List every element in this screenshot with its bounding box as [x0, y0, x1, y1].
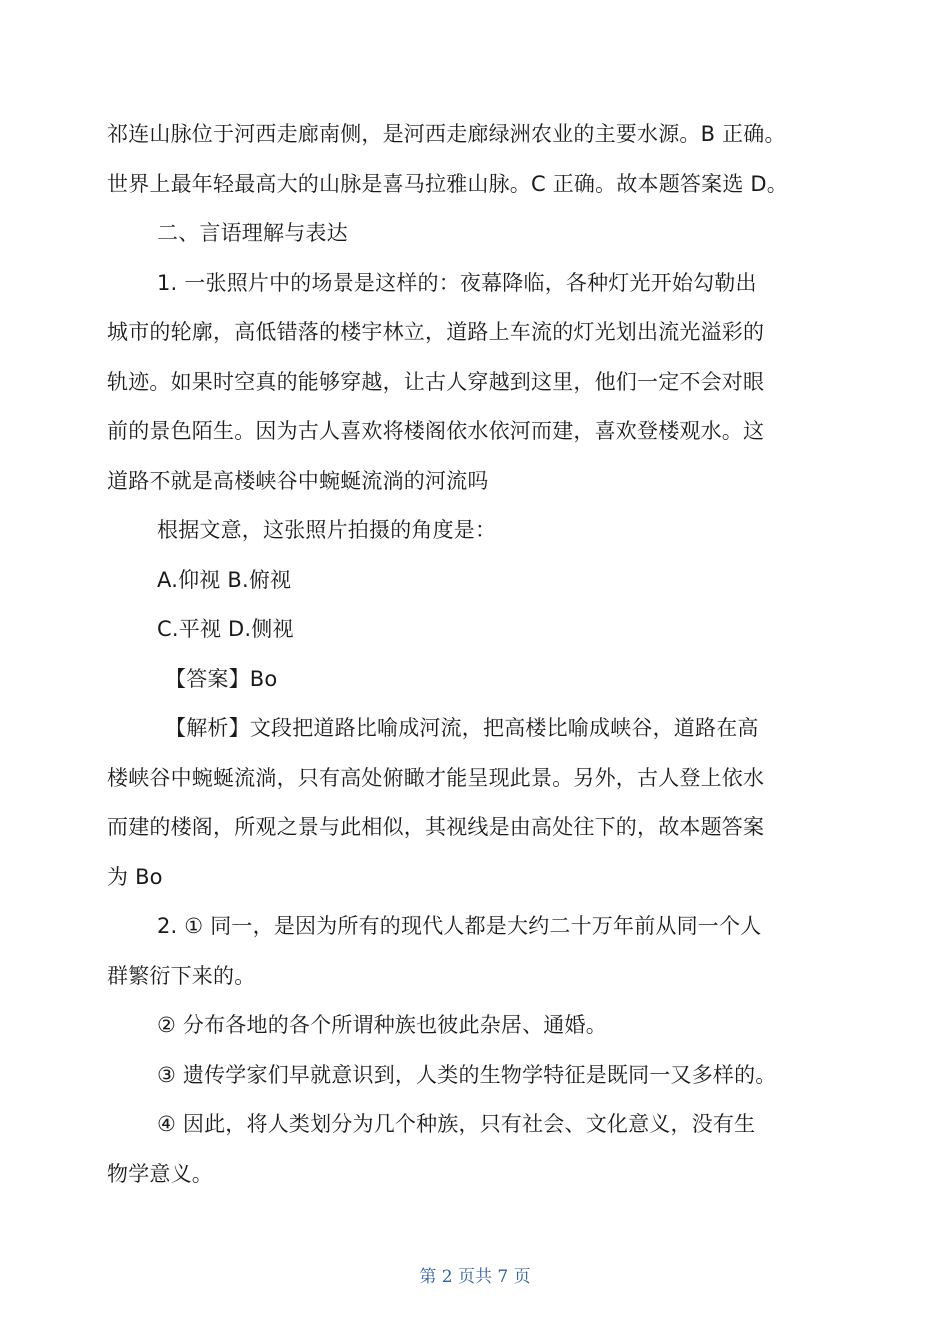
- text-line: 群繁衍下来的。: [107, 963, 256, 988]
- analysis-text: 【解析】文段把道路比喻成河流，把高楼比喻成峡谷，道路在高: [165, 716, 759, 740]
- section-heading: 二、言语理解与表达: [157, 221, 348, 245]
- text-line: 世界上最年轻最高大的山脉是喜马拉雅山脉。C 正确。故本题答案选 D。: [107, 171, 788, 196]
- text-line: 物学意义。: [107, 1161, 213, 1186]
- text-line: 城市的轮廓，高低错落的楼宇林立，道路上车流的灯光划出流光溢彩的: [107, 320, 765, 344]
- option-line: C.平视 D.侧视: [157, 617, 294, 641]
- text-line: 而建的楼阁，所观之景与此相似，其视线是由高处往下的，故本题答案: [107, 815, 765, 839]
- statement-line: ③ 遗传学家们早就意识到，人类的生物学特征是既同一又多样的。: [157, 1062, 777, 1087]
- text-line: 道路不就是高楼峡谷中蜿蜒流淌的河流吗: [107, 468, 489, 493]
- text-line: 为 Bo: [107, 864, 163, 889]
- option-line: A.仰视 B.俯视: [157, 567, 292, 592]
- text-line: 楼峡谷中蜿蜒流淌，只有高处俯瞰才能呈现此景。另外，古人登上依水: [107, 765, 765, 790]
- page-footer: 第 2 页共 7 页: [419, 1267, 531, 1287]
- question-2-text: 2. ① 同一，是因为所有的现代人都是大约二十万年前从同一个人: [157, 914, 762, 938]
- statement-line: ④ 因此，将人类划分为几个种族，只有社会、文化意义，没有生: [157, 1112, 756, 1136]
- statement-line: ② 分布各地的各个所谓种族也彼此杂居、通婚。: [157, 1013, 607, 1037]
- answer-line: 【答案】Bo: [165, 666, 278, 691]
- text-line: 祁连山脉位于河西走廊南侧，是河西走廊绿洲农业的主要水源。B 正确。: [107, 122, 786, 146]
- text-line: 前的景色陌生。因为古人喜欢将楼阁依水依河而建，喜欢登楼观水。这: [107, 419, 765, 443]
- document-body: [107, 110, 847, 1199]
- question-prompt: 根据文意，这张照片拍摄的角度是：: [157, 518, 497, 542]
- text-line: 轨迹。如果时空真的能够穿越，让古人穿越到这里，他们一定不会对眼: [107, 369, 765, 394]
- question-1-text: 1. 一张照片中的场景是这样的：夜幕降临，各种灯光开始勾勒出: [157, 270, 757, 295]
